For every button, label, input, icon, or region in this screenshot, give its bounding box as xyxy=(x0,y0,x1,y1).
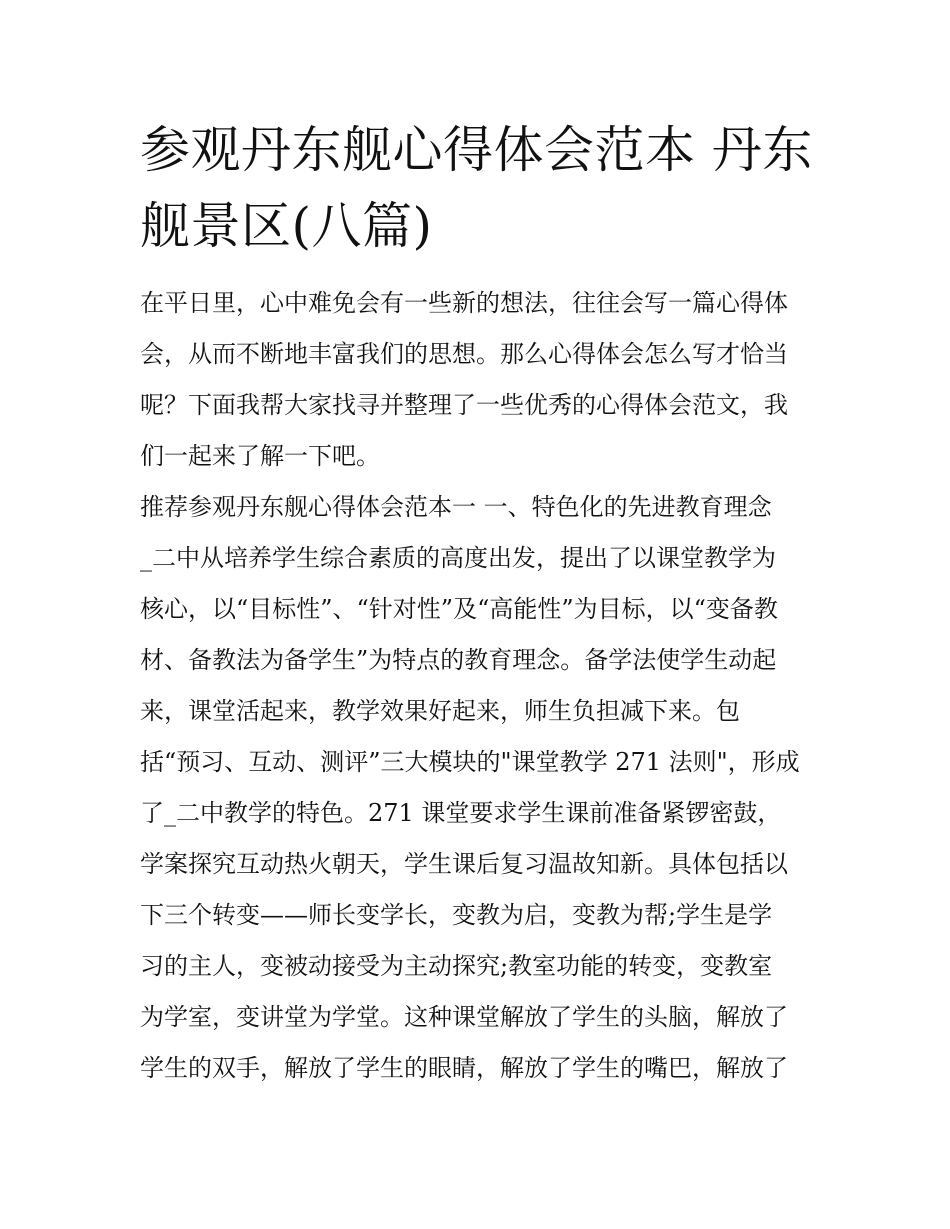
text-line: 推荐参观丹东舰心得体会范本一 一、特色化的先进教育理念 xyxy=(140,493,772,521)
title-line: 参观丹东舰心得体会范本 丹东 xyxy=(140,121,813,179)
text-line: 材、备教法为备学生”为特点的教育理念。备学法使学生动起 xyxy=(140,646,777,674)
title-line: 舰景区(八篇) xyxy=(140,197,433,255)
text-line: 习的主人，变被动接受为主动探究;教室功能的转变，变教室 xyxy=(140,952,773,980)
body-paragraph xyxy=(140,482,812,1094)
document-page xyxy=(140,112,812,1094)
text-line: 在平日里，心中难免会有一些新的想法，往往会写一篇心得体 xyxy=(140,289,788,317)
text-line: 为学室，变讲堂为学堂。这种课堂解放了学生的头脑，解放了 xyxy=(140,1003,788,1031)
text-line: _二中从培养学生综合素质的高度出发，提出了以课堂教学为 xyxy=(140,544,776,572)
text-line: 呢？下面我帮大家找寻并整理了一些优秀的心得体会范文，我 xyxy=(140,391,788,419)
text-line: 括“预习、互动、测评”三大模块的"课堂教学 271 法则"，形成 xyxy=(140,748,800,776)
text-line: 来，课堂活起来，教学效果好起来，师生负担减下来。包 xyxy=(140,697,740,725)
text-line: 下三个转变——师长变学长，变教为启，变教为帮;学生是学 xyxy=(140,901,773,929)
text-line: 学案探究互动热火朝天，学生课后复习温故知新。具体包括以 xyxy=(140,850,788,878)
text-line: 学生的双手，解放了学生的眼睛，解放了学生的嘴巴，解放了 xyxy=(140,1054,788,1082)
intro-paragraph xyxy=(140,278,812,482)
text-line: 核心，以“目标性”、“针对性”及“高能性”为目标，以“变备教 xyxy=(140,595,778,623)
text-line: 了_二中教学的特色。271 课堂要求学生课前准备紧锣密鼓， xyxy=(140,799,782,827)
text-line: 们一起来了解一下吧。 xyxy=(140,442,380,470)
document-title xyxy=(140,112,812,264)
text-line: 会，从而不断地丰富我们的思想。那么心得体会怎么写才恰当 xyxy=(140,340,788,368)
